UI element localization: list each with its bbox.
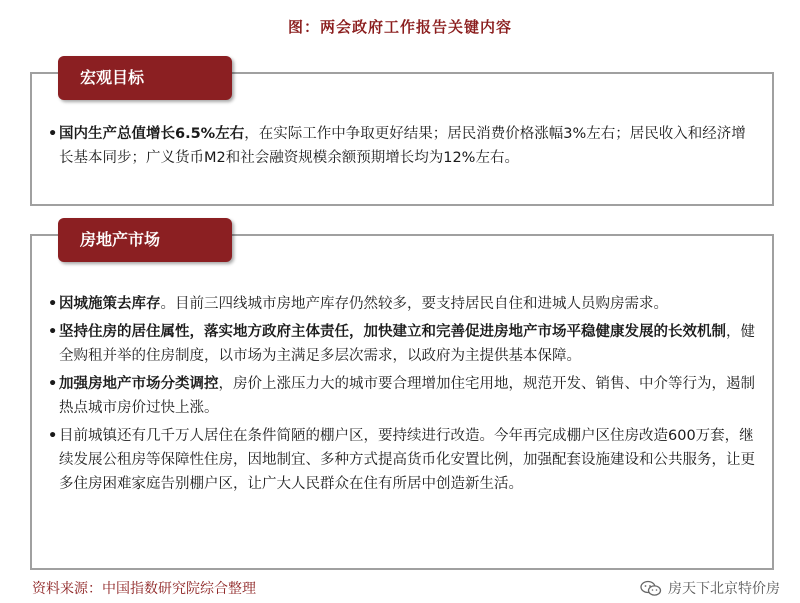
item-text: ，健全购租并举的住房制度，以市场为主满足多层次需求，以政府为主提供基本保障。 [59, 324, 755, 364]
section-body-real-estate [48, 292, 758, 500]
section-macro-targets [30, 68, 774, 206]
section-body-macro [48, 122, 758, 174]
item-highlight: 因城施策去库存 [59, 296, 161, 312]
section-label-macro: 宏观目标 [58, 56, 232, 100]
item-highlight: 加强房地产市场分类调控 [59, 376, 219, 392]
section-real-estate [30, 230, 774, 570]
item-text: ，在实际工作中争取更好结果；居民消费价格涨幅3%左右；居民收入和经济增长基本同步；广义货币M2和社会融资规模余额预期增长均为12%左右。 [59, 126, 746, 166]
source-note: 资料来源：中国指数研究院综合整理 [32, 581, 256, 597]
list-item [48, 320, 758, 368]
list-item [48, 424, 758, 496]
list-item [48, 122, 758, 170]
list-item [48, 292, 758, 316]
item-highlight: 国内生产总值增长6.5%左右 [59, 126, 245, 142]
watermark-text: 房天下北京特价房 [668, 581, 780, 597]
item-text: ，房价上涨压力大的城市要合理增加住宅用地，规范开发、销售、中介等行为，遏制热点城市房价过快上涨。 [59, 376, 755, 416]
section-label-real-estate: 房地产市场 [58, 218, 232, 262]
item-highlight: 坚持住房的居住属性，落实地方政府主体责任，加快建立和完善促进房地产市场平稳健康发展的长效机制 [59, 324, 726, 340]
item-text: 目前城镇还有几千万人居住在条件简陋的棚户区，要持续进行改造。今年再完成棚户区住房改造600万套，继续发展公租房等保障性住房，因地制宜、多种方式提高货币化安置比例，加强配套设施建设和公共服务，让更多住房困难家庭告别棚户区，让广大人民群众在住有所居中创造新生活。 [59, 428, 755, 492]
list-item [48, 372, 758, 420]
wechat-icon [640, 580, 662, 597]
watermark [640, 578, 780, 598]
item-text: 。目前三四线城市房地产库存仍然较多，要支持居民自住和进城人员购房需求。 [160, 296, 668, 312]
figure-title: 图：两会政府工作报告关键内容 [287, 18, 512, 36]
